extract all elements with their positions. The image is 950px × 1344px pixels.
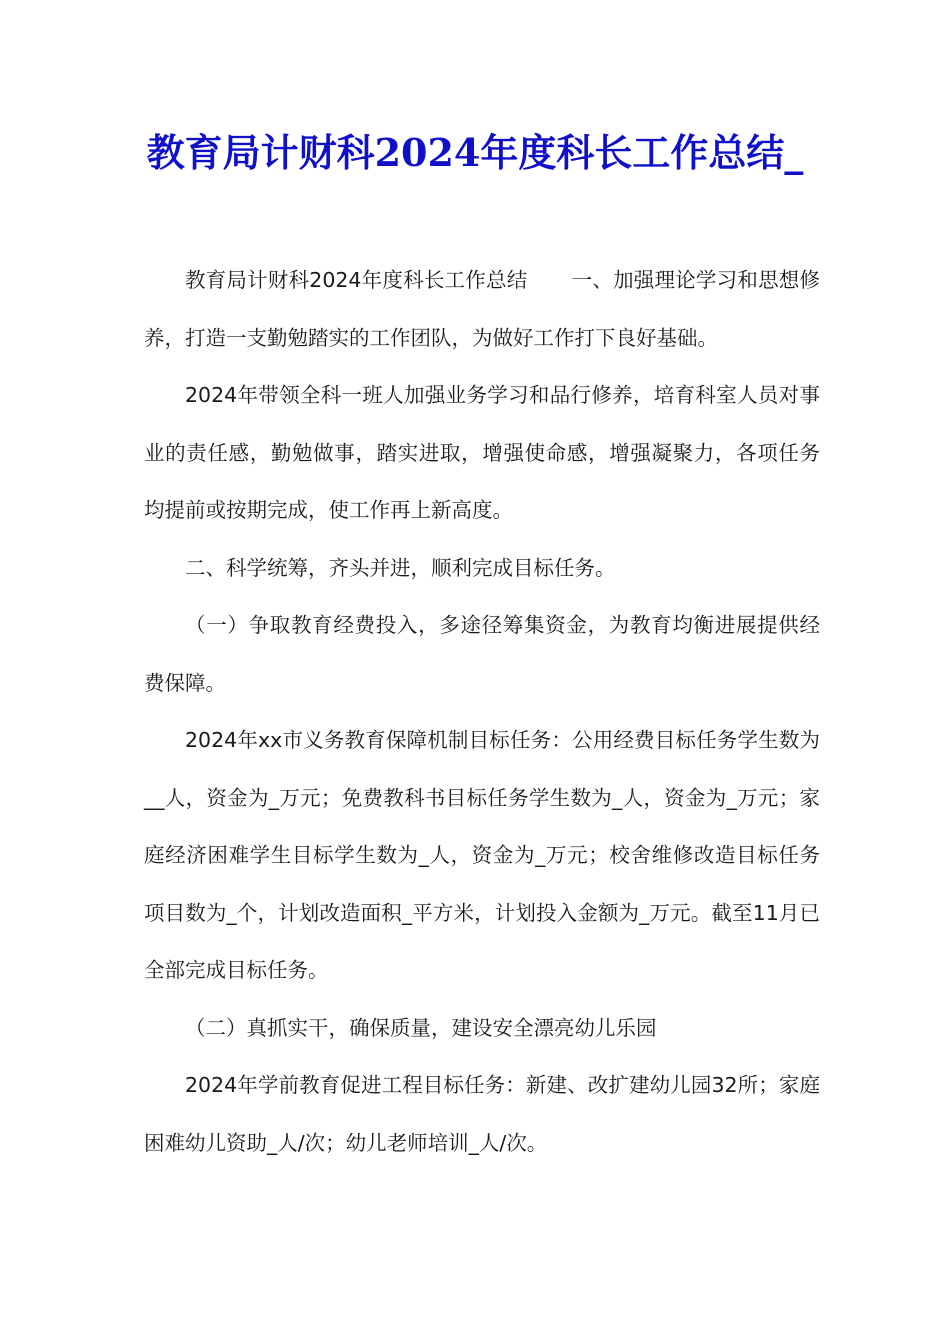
- paragraph-4: （一）争取教育经费投入，多途径筹集资金，为教育均衡进展提供经费保障。: [144, 613, 820, 695]
- paragraph-1-text: 一、加强理论学习和思想修养，打造一支勤勉踏实的工作团队，为做好工作打下良好基础。: [144, 268, 821, 350]
- paragraph-intro: [144, 252, 820, 367]
- paragraph-2: 2024年带领全科一班人加强业务学习和品行修养，培育科室人员对事业的责任感，勤勉做事，踏实进取，增强使命感，增强凝聚力，各项任务均提前或按期完成，使工作再上新高度。: [144, 383, 820, 522]
- document-title: 教育局计财科2024年度科长工作总结_: [146, 130, 804, 175]
- intro-heading: 教育局计财科2024年度科长工作总结: [185, 268, 528, 292]
- paragraph-6: （二）真抓实干，确保质量，建设安全漂亮幼儿乐园: [185, 1015, 657, 1040]
- document-body: [144, 252, 820, 1172]
- paragraph-7: 2024年学前教育促进工程目标任务：新建、改扩建幼儿园32所；家庭困难幼儿资助_人/次；幼儿老师培训_人/次。: [144, 1073, 820, 1155]
- paragraph-5: 2024年xx市义务教育保障机制目标任务：公用经费目标任务学生数为__人，资金为_万元；免费教科书目标任务学生数为_人，资金为_万元；家庭经济困难学生目标学生数为_人，资金为_万元；校舍维修改造目标任务项目数为_个，计划改造面积_平方米，计划投入金额为_万元。截至11月已全部完成目标任务。: [144, 728, 820, 982]
- paragraph-3: 二、科学统筹，齐头并进，顺利完成目标任务。: [185, 555, 616, 580]
